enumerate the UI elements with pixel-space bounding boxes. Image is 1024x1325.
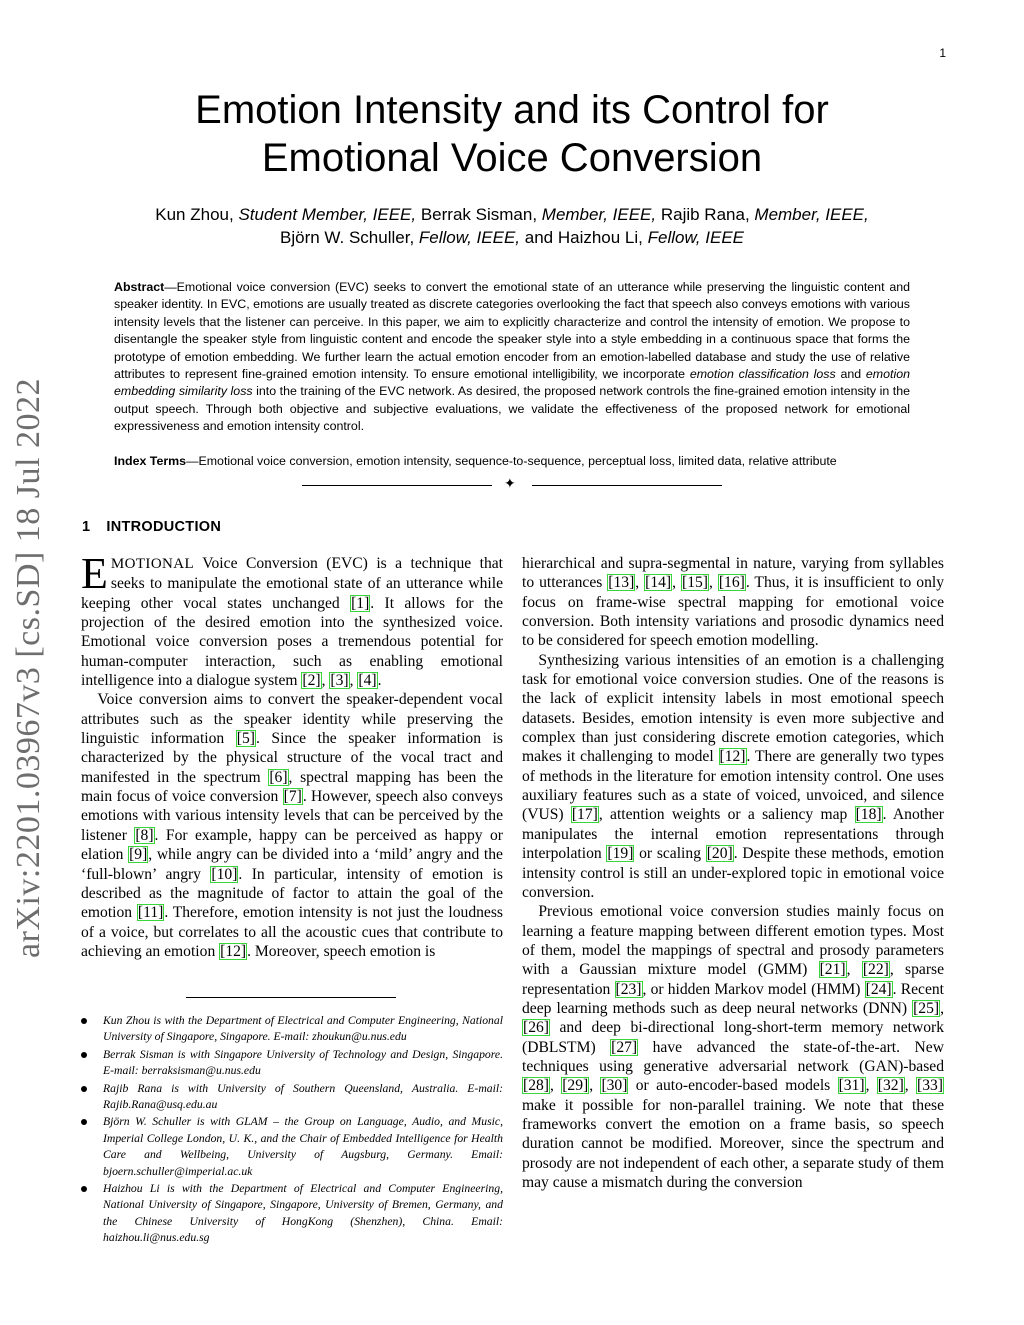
body-text: Voice conversion aims to convert the speaker-dependent vocal attributes such as the speaker identity while preserving the linguistic information <box>81 691 503 748</box>
title-line-1: Emotion Intensity and its Control for <box>195 88 829 132</box>
footnote-item <box>81 1047 503 1080</box>
abstract <box>114 279 910 436</box>
citation-link[interactable]: [2] <box>302 672 321 690</box>
body-text: Synthesizing various intensities of an emotion is a challenging task for emotional voice conversion studies. One of the reasons is the lack of explicit intensity labels in most emotional speech datasets. Besides, emotion intensity is even more subjective and complex than just considering discrete emotion categories, which makes it challenging to model <box>522 651 944 766</box>
body-text: . It allows for the projection of the desired emotion into the synthesized voice. Emotional voice conversion poses a tremendous potential for human-computer interaction, such as enabling emotional intelligence into a dialogue system <box>81 594 503 690</box>
author-name: and Haizhou Li, <box>524 228 643 247</box>
footnote-item <box>81 1181 503 1247</box>
body-text: . However, speech also conveys emotions with various intensity levels that can be perceived by the listener <box>81 788 503 844</box>
citation-link[interactable]: [30] <box>601 1077 628 1095</box>
right-column <box>522 554 944 1192</box>
citation-link[interactable]: [7] <box>283 788 302 806</box>
abstract-text: into the training of the EVC network. As desired, the proposed network controls the fine-grained emotion intensity in the output speech. Through both objective and subjective evaluations, we validate the effectiveness of the proposed network for emotional expressiveness and emotion intensity control. <box>114 384 910 434</box>
citation-link[interactable]: [3] <box>330 672 349 690</box>
citation-link[interactable]: [21] <box>819 961 846 979</box>
paragraph <box>522 651 944 902</box>
citation-link[interactable]: [13] <box>608 574 635 592</box>
body-text: hierarchical and supra-segmental in nature, varying from syllables to utterances <box>522 555 944 592</box>
diamond-icon: ✦ <box>504 477 516 492</box>
body-text: , sparse representation <box>522 961 945 998</box>
index-terms <box>114 453 914 470</box>
paper-title <box>100 86 924 182</box>
section-number: 1 <box>82 519 91 535</box>
body-text: , <box>708 574 718 592</box>
smallcaps-word: MOTIONAL <box>110 556 195 572</box>
drop-cap: E <box>81 549 108 598</box>
paragraph <box>522 554 944 651</box>
bullet-icon <box>81 1086 87 1092</box>
body-text: . Recent deep learning methods such as deep neural networks (DNN) <box>522 980 944 1017</box>
citation-link[interactable]: [26] <box>523 1019 549 1037</box>
citation-link[interactable]: [12] <box>719 748 746 766</box>
abstract-emphasis: emotion embedding similarity loss <box>114 367 910 399</box>
body-text: make it possible for non-parallel training. We note that these frameworks convert the emotion on a frame basis, so speech duration cannot be modified. Moreover, since the spectrum and prosody are not independent of each other, a separate study of them may cause a mismatch during the conversion <box>522 1096 944 1191</box>
body-text: have advanced the state-of-the-art. New techniques using generative adversarial network (GAN)-based <box>522 1038 944 1075</box>
bullet-icon <box>81 1018 87 1024</box>
citation-link[interactable]: [29] <box>562 1077 589 1095</box>
body-text: . Since the speaker information is characterized by the physical structure of the vocal tract and manifested in the spectrum <box>81 730 503 786</box>
body-text: . Moreover, speech emotion is <box>247 942 436 960</box>
footnote-item <box>81 1114 503 1180</box>
author-role: Member, IEEE, <box>754 205 869 224</box>
citation-link[interactable]: [14] <box>645 574 672 592</box>
left-column <box>81 549 504 961</box>
citation-link[interactable]: [6] <box>269 768 288 786</box>
body-text: , <box>672 574 681 592</box>
author-role: Fellow, IEEE, <box>418 228 521 247</box>
body-text: . Thus, it is insufficient to only focus on frame-wise spectral mapping for emotional voice conversion. Both intensity variations and prosodic dynamics need to be considered for speech emotion modelling. <box>522 574 945 650</box>
citation-link[interactable]: [1] <box>351 594 370 612</box>
author-name: Berrak Sisman, <box>420 205 538 224</box>
index-terms-label: Index Terms <box>114 454 187 468</box>
author-list <box>100 203 924 249</box>
body-text: . In particular, intensity of emotion is described as the magnitude of factor to attain the goal of the emotion <box>81 865 503 922</box>
body-text: , spectral mapping has been the main focus of voice conversion <box>81 768 503 806</box>
footnote-text: Berrak Sisman is with Singapore University of Technology and Design, Singapore. E-mail: berraksisman@u.nus.edu <box>103 1047 503 1078</box>
section-heading <box>82 519 221 535</box>
footnote-item <box>81 1013 503 1046</box>
body-text: , <box>321 672 330 690</box>
citation-link[interactable]: [15] <box>682 574 708 592</box>
citation-link[interactable]: [22] <box>862 961 889 979</box>
body-text: . Despite these methods, emotion intensity control is still an under-explored topic in emotional voice conversion. <box>522 845 944 901</box>
page-number: 1 <box>939 46 946 60</box>
footnote-text: Kun Zhou is with the Department of Electrical and Computer Engineering, National University of Singapore, Singapore. E-mail: zhoukun@u.nus.edu <box>103 1014 503 1044</box>
section-divider <box>302 478 722 494</box>
paragraph <box>522 902 944 1192</box>
abstract-emphasis: emotion classification loss <box>689 367 836 382</box>
citation-link[interactable]: [9] <box>129 846 148 864</box>
author-role: Fellow, IEEE <box>647 228 744 247</box>
index-terms-text: —Emotional voice conversion, emotion intensity, sequence-to-sequence, perceptual loss, limited data, relative attribute <box>186 454 837 468</box>
body-text: or auto-encoder-based models <box>628 1077 838 1095</box>
footnote-text: Haizhou Li is with the Department of Electrical and Computer Engineering, National University of Singapore, Singapore, University of Bremen, Germany, and the Chinese University of HongKong (Shenzhen), China. Email: haizhou.li@nus.edu.sg <box>103 1182 503 1245</box>
citation-link[interactable]: [12] <box>220 942 247 960</box>
body-text: , or hidden Markov model (HMM) <box>642 980 865 998</box>
paragraph <box>81 549 503 690</box>
citation-link[interactable]: [10] <box>211 865 238 883</box>
footnote-text: Björn W. Schuller is with GLAM – the Group on Language, Audio, and Music, Imperial College London, U. K., and the Chair of Embedded Intelligence for Health Care and Wellbeing, University of Augsburg, Germany. Email: bjoern.schuller@imperial.ac.uk <box>103 1115 503 1178</box>
body-text: . Therefore, emotion intensity is not just the loudness of a voice, but correlates to all the acoustic cues that contribute to achieving an emotion <box>81 904 503 960</box>
divider-rule-left <box>302 485 492 486</box>
abstract-text: —Emotional voice conversion (EVC) seeks to convert the emotional state of an utterance while preserving the linguistic content and speaker identity. In EVC, emotions are usually treated as discrete categories overlooking the fact that speech also conveys emotions with various intensity levels that the listener can perceive. In this paper, we aim to explicitly characterize and control the intensity of emotion. We propose to disentangle the speaker style from linguistic content and encode the speaker style into a style embedding in a continuous space that forms the prototype of emotion embedding. We further learn the actual emotion encoder from an emotion-labelled database and study the use of relative attributes to represent fine-grained emotion intensity. To ensure emotional intelligibility, we incorporate <box>114 280 910 382</box>
citation-link[interactable]: [31] <box>838 1077 865 1095</box>
citation-link[interactable]: [32] <box>877 1077 904 1095</box>
body-text: , <box>349 672 358 690</box>
footnote-rule <box>186 997 396 998</box>
author-name: Rajib Rana, <box>660 205 750 224</box>
body-text: , while angry can be divided into a ‘mild’ angry and the ‘full-blown’ angry <box>81 846 503 883</box>
body-text: , <box>589 1077 601 1095</box>
body-text: , <box>940 999 944 1017</box>
footnote-list <box>81 1013 503 1248</box>
author-role: Student Member, IEEE, <box>238 205 417 224</box>
citation-link[interactable]: [28] <box>523 1077 549 1095</box>
body-text: and deep bi-directional long-short-term memory network (DBLSTM) <box>522 1019 944 1056</box>
footnote-text: Rajib Rana is with University of Southern Queensland, Australia. E-mail: Rajib.Rana@usq.edu.au <box>103 1081 503 1112</box>
body-text: , attention weights or a saliency map <box>598 806 855 824</box>
citation-link[interactable]: [5] <box>236 730 255 748</box>
citation-link[interactable]: [4] <box>358 672 377 690</box>
body-text: , <box>549 1077 562 1095</box>
citation-link[interactable]: [8] <box>135 826 154 844</box>
abstract-text: and <box>835 367 866 382</box>
paragraph <box>81 690 503 961</box>
citation-link[interactable]: [20] <box>706 845 733 863</box>
body-text: . For example, happy can be perceived as happy or elation <box>81 826 504 864</box>
body-text: Voice Conversion (EVC) is a technique that seeks to manipulate the emotional state of an utterance while keeping other vocal states unchanged <box>81 555 503 612</box>
citation-link[interactable]: [18] <box>855 806 882 824</box>
divider-rule-right <box>532 485 722 486</box>
citation-link[interactable]: [11] <box>137 904 164 922</box>
author-name: Björn W. Schuller, <box>280 228 415 247</box>
body-text: . <box>377 672 382 690</box>
author-role: Member, IEEE, <box>541 205 657 224</box>
citation-link[interactable]: [17] <box>571 806 598 824</box>
citation-link[interactable]: [24] <box>865 980 892 998</box>
body-text: , <box>635 574 645 592</box>
body-text: , <box>865 1077 877 1095</box>
abstract-label: Abstract <box>114 280 165 294</box>
body-text: Previous emotional voice conversion studies mainly focus on learning a feature mapping between different emotion types. Most of them, model the mappings of spectral and prosody parameters with a Gaussian mixture model (GMM) <box>522 903 944 979</box>
body-text: . There are generally two types of methods in the literature for emotion intensity control. One uses auxiliary features such as a state of voiced, unvoiced, and silence (VUS) <box>522 748 944 824</box>
bullet-icon <box>81 1186 87 1192</box>
citation-link[interactable]: [19] <box>607 845 634 863</box>
body-text: or scaling <box>634 845 706 863</box>
body-text: , <box>846 961 862 979</box>
bullet-icon <box>81 1119 87 1125</box>
bullet-icon <box>81 1052 87 1058</box>
citation-link[interactable]: [16] <box>718 574 745 592</box>
body-text: , <box>904 1077 917 1095</box>
citation-link[interactable]: [27] <box>611 1038 638 1056</box>
author-line-2 <box>100 226 924 249</box>
footnote-item <box>81 1081 503 1114</box>
arxiv-stamp[interactable]: arXiv:2201.03967v3 [cs.SD] 18 Jul 2022 <box>10 378 47 958</box>
citation-link[interactable]: [23] <box>615 980 642 998</box>
author-name: Kun Zhou, <box>155 205 234 224</box>
author-line-1 <box>100 203 924 226</box>
body-text: . Another manipulates the internal emotion representations through interpolation <box>522 806 944 863</box>
title-line-2: Emotional Voice Conversion <box>261 136 763 180</box>
citation-link[interactable]: [25] <box>913 999 940 1017</box>
citation-link[interactable]: [33] <box>917 1077 943 1095</box>
section-title: INTRODUCTION <box>106 519 222 535</box>
